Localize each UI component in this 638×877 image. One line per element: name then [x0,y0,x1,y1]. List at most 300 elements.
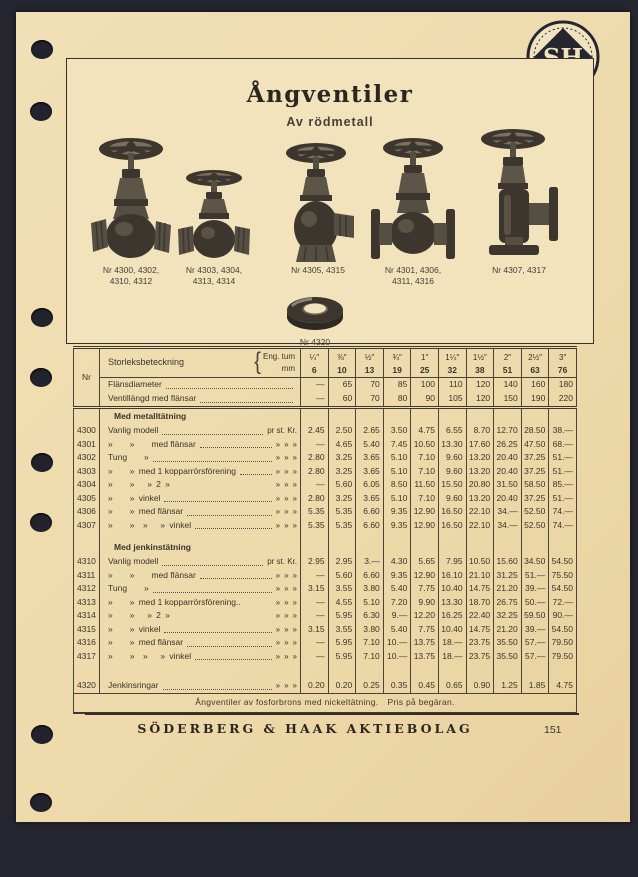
price-cell: 0.65 [438,679,466,693]
row-price-unit: » » » [275,611,297,620]
price-cell: 38.— [549,424,577,438]
row-nr: 4303 [74,465,100,479]
punch-hole [31,308,53,327]
row-desc-cell [100,679,301,693]
table-header [74,348,577,408]
table-body [74,408,577,694]
row-desc: Tung » [108,452,149,462]
row-desc-cell [100,569,301,583]
price-cell: 12.70 [494,424,522,438]
price-cell: 3.65 [356,451,384,465]
price-cell: 3.— [356,555,384,569]
price-cell: 28.50 [521,424,549,438]
price-cell: 72.— [549,596,577,610]
price-cell: 8.50 [383,478,411,492]
caption-line: Nr 4300, 4302, [102,265,160,275]
price-cell: 13.20 [466,465,494,479]
price-cell: 0.45 [411,679,439,693]
price-cell: 54.50 [549,582,577,596]
size-mm-value: 51 [502,364,513,375]
row-desc-cell [100,451,301,465]
empty-cell [521,663,549,679]
dotted-leader [153,461,272,462]
size-mm-value: 19 [392,364,402,375]
price-cell: 3.50 [383,424,411,438]
group-header: Med jenkinstätning [100,540,301,555]
price-cell: 22.40 [466,609,494,623]
punch-hole [31,40,53,59]
empty-cell [438,408,466,425]
price-cell: 3.25 [328,465,356,479]
price-cell: 51.— [549,492,577,506]
row-nr: 4312 [74,582,100,596]
size-mm-value: 38 [475,364,485,375]
dotted-leader [195,528,272,529]
price-cell: 54.50 [549,623,577,637]
price-cell: 54.50 [549,555,577,569]
size-inch-value: 2½″ [528,352,543,362]
price-cell: 20.80 [466,478,494,492]
row-desc-cell [100,505,301,519]
price-cell: 85.— [549,478,577,492]
price-cell: 57.— [521,636,549,650]
price-cell: 79.50 [549,650,577,664]
row-nr: 4304 [74,478,100,492]
dotted-leader [240,474,272,475]
row-price-unit: » » » [275,507,297,516]
price-cell: 74.— [549,505,577,519]
price-cell: 3.55 [328,582,356,596]
price-cell: 7.75 [411,623,439,637]
row-price-unit: » » » [275,584,297,593]
table-row [74,623,577,637]
size-mm-value: 13 [364,364,375,375]
price-cell: 3.65 [356,492,384,506]
group-header-nr-cell [74,540,100,555]
punch-hole [30,793,52,812]
empty-cell [301,532,329,540]
flange-diameter-label-cell [100,378,301,393]
size-designation-cell [100,348,301,378]
price-cell: 10.40 [438,582,466,596]
price-cell: — [301,478,329,492]
price-cell: 8.70 [466,424,494,438]
empty-cell [494,540,522,555]
empty-cell [494,408,522,425]
row-nr: 4314 [74,609,100,623]
size-inch-value: 1¼″ [445,352,460,362]
empty-cell [383,532,411,540]
size-mm-value: 76 [557,364,568,375]
price-cell: 0.20 [328,679,356,693]
price-cell: — [301,596,329,610]
row-desc: » » » 2 » [108,479,170,489]
punch-hole [30,368,52,387]
row-desc: Tung » [108,583,149,593]
price-cell: 3.15 [301,582,329,596]
row-desc: » » » » vinkel [108,519,192,530]
row-desc: » » » » vinkel [108,650,192,661]
empty-cell [328,540,356,555]
size-inch-value: 3″ [559,352,567,362]
price-cell: 37.25 [521,492,549,506]
price-cell: 16.25 [438,609,466,623]
row-desc: » » med 1 kopparrörsförening.. [108,596,241,607]
table-row [74,478,577,492]
empty-cell [521,540,549,555]
price-cell: 7.10 [356,636,384,650]
empty-cell [466,408,494,425]
empty-cell [521,532,549,540]
row-nr: 4305 [74,492,100,506]
empty-cell [549,408,577,425]
price-cell: 21.20 [494,623,522,637]
row-desc-cell [100,596,301,610]
table-row [74,582,577,596]
price-cell: 5.40 [383,623,411,637]
row-desc-cell [100,555,301,569]
empty-cell [411,540,439,555]
price-cell: 6.55 [438,424,466,438]
empty-cell [494,532,522,540]
empty-cell [301,663,329,679]
valve-length-label-cell [100,392,301,408]
size-col-header [328,348,356,378]
empty-cell [438,663,466,679]
size-inch-value: 1″ [421,352,429,362]
figure-caption [464,265,574,276]
price-cell: 10.50 [411,438,439,452]
empty-cell [328,663,356,679]
table-row [74,609,577,623]
price-cell: — [301,650,329,664]
price-cell: 6.30 [356,609,384,623]
caption-line: Nr 4301, 4306, [384,265,442,275]
table-row [74,636,577,650]
empty-cell [549,663,577,679]
angle-valve-flanged-illustration [475,127,563,263]
row-nr: 4316 [74,636,100,650]
row-price-unit: » » » [275,453,297,462]
figure-caption [358,265,468,286]
dotted-leader [166,388,293,389]
row-desc: » » vinkel [108,492,161,503]
row-nr: 4301 [74,438,100,452]
price-cell: 1.25 [494,679,522,693]
catalog-paper [16,12,630,822]
price-cell: 12.20 [411,609,439,623]
row-price-unit: » » » [275,651,297,661]
row-desc-cell [100,519,301,533]
row-desc: » » med flänsar [108,506,184,516]
price-cell: — [301,438,329,452]
valve-length-value: 70 [356,392,384,408]
size-inch-value: ½″ [364,352,375,362]
price-cell: 4.75 [411,424,439,438]
punch-hole [30,513,52,532]
caption-line: Nr 4307, 4317 [492,265,546,275]
caption-line: Nr 4303, 4304, [185,265,243,275]
price-cell: 5.10 [356,596,384,610]
table-row [74,650,577,664]
price-cell: 10.40 [438,623,466,637]
price-cell: 68.— [549,438,577,452]
price-cell: 6.60 [356,569,384,583]
price-cell: 34.— [494,519,522,533]
price-cell: — [301,636,329,650]
price-cell: 0.35 [383,679,411,693]
valve-length-row [74,392,577,408]
empty-cell [411,532,439,540]
caption-line: Nr 4320 [299,337,331,347]
price-cell: 9.60 [438,492,466,506]
group-header-row [74,408,577,425]
price-cell: 2.95 [301,555,329,569]
flange-diameter-value: 160 [521,378,549,393]
price-cell: 5.35 [328,505,356,519]
size-designation [100,348,300,376]
price-cell: 13.30 [438,596,466,610]
empty-cell [383,540,411,555]
page-title: Ångventiler [246,81,414,108]
price-cell: 50.— [521,596,549,610]
price-table [73,346,577,714]
price-cell: 3.65 [356,465,384,479]
price-cell: 26.75 [494,596,522,610]
row-price-unit: » » » [275,638,297,647]
nr-column-header: Nr [74,348,100,408]
row-desc-cell [100,650,301,664]
price-cell: 13.75 [411,636,439,650]
price-cell: 31.25 [494,569,522,583]
empty-cell [549,532,577,540]
price-cell: 4.55 [328,596,356,610]
price-cell: 32.25 [494,609,522,623]
empty-cell [301,408,329,425]
table-row [74,555,577,569]
price-cell: 5.95 [328,636,356,650]
flange-diameter-value: 110 [438,378,466,393]
empty-cell [383,408,411,425]
price-cell: 16.10 [438,569,466,583]
row-desc-cell [100,582,301,596]
dotted-leader [200,447,272,448]
row-desc-cell [100,492,301,506]
price-cell: 14.75 [466,582,494,596]
table-row [74,492,577,506]
table-row [74,596,577,610]
price-cell: 39.— [521,582,549,596]
price-cell: 2.95 [328,555,356,569]
size-inch-value: ⅜″ [337,352,347,362]
price-cell: 20.40 [494,465,522,479]
dotted-leader [200,578,272,579]
price-cell: 5.10 [383,492,411,506]
row-price-unit: pr st. Kr. [267,557,297,566]
row-desc-cell [100,636,301,650]
price-cell: 58.50 [521,478,549,492]
price-cell: 22.10 [466,505,494,519]
flange-diameter-value: 180 [549,378,577,393]
row-nr: 4317 [74,650,100,664]
group-header-row [74,540,577,555]
row-nr: 4302 [74,451,100,465]
price-cell: 11.50 [411,478,439,492]
row-desc-cell [100,465,301,479]
row-desc-cell [100,478,301,492]
price-cell: 16.50 [438,505,466,519]
price-cell: 2.80 [301,465,329,479]
price-cell: 9.35 [383,505,411,519]
empty-cell [438,540,466,555]
illustration-panel [66,58,594,347]
dotted-leader [187,646,272,647]
brace-glyph: { [254,348,261,376]
empty-cell [466,663,494,679]
empty-cell [383,663,411,679]
group-header: Med metalltätning [100,408,301,425]
size-col-header [549,348,577,378]
row-price-unit: » » » [275,439,297,449]
price-cell: 5.35 [301,519,329,533]
row-price-unit: » » » [275,570,297,580]
price-cell: 51.— [521,569,549,583]
price-cell: 5.65 [411,555,439,569]
dotted-leader [164,632,271,633]
price-cell: 9.90 [411,596,439,610]
mm-unit-label: mm [281,364,295,373]
row-desc: » » med flänsar [108,438,196,449]
price-cell: 5.95 [328,609,356,623]
price-cell: 7.10 [356,650,384,664]
table-row [74,679,577,693]
price-cell: 6.60 [356,519,384,533]
price-cell: 2.45 [301,424,329,438]
valve-length-value: — [301,392,329,408]
empty-cell [411,408,439,425]
price-cell: 34.— [494,505,522,519]
price-cell: 12.90 [411,505,439,519]
row-price-unit: » » » [275,466,297,476]
price-cell: 26.25 [494,438,522,452]
price-cell: 7.10 [411,451,439,465]
price-cell: 31.50 [494,478,522,492]
price-cell: 15.50 [438,478,466,492]
price-cell: 5.60 [328,478,356,492]
price-cell: 3.25 [328,451,356,465]
row-nr: 4320 [74,679,100,693]
flange-diameter-label: Flänsdiameter [108,379,162,390]
flange-diameter-value: 70 [356,378,384,393]
flange-diameter-row [74,378,577,393]
dotted-leader [162,434,263,435]
row-desc: Vanlig modell [108,556,159,566]
price-cell: 37.25 [521,465,549,479]
dotted-leader [200,402,293,403]
group-gap-row [74,532,577,540]
row-price-unit: » » » [275,597,297,607]
price-cell: 37.25 [521,451,549,465]
page-number: 151 [544,724,562,736]
table-row [74,424,577,438]
price-cell: 5.95 [328,650,356,664]
price-cell: 12.90 [411,569,439,583]
price-cell: 18.— [438,636,466,650]
angle-valve-threaded-illustration [282,139,356,265]
row-desc: » » med flänsar [108,637,184,647]
price-cell: 6.05 [356,478,384,492]
price-cell: 4.75 [549,679,577,693]
row-nr: 4307 [74,519,100,533]
inch-unit-label: Eng. tum [262,352,295,361]
price-cell: 23.75 [466,636,494,650]
price-cell: 10.— [383,650,411,664]
price-cell: 35.50 [494,650,522,664]
price-cell: — [301,569,329,583]
row-nr: 4306 [74,505,100,519]
caption-line: 4310, 4312 [109,275,153,286]
price-cell: 57.— [521,650,549,664]
price-cell: 74.— [549,519,577,533]
caption-line: Nr 4305, 4315 [291,265,345,275]
price-cell: 7.75 [411,582,439,596]
price-cell: 3.25 [328,492,356,506]
empty-cell [549,540,577,555]
row-desc: Vanlig modell [108,425,159,435]
size-col-header [438,348,466,378]
price-cell: 17.60 [466,438,494,452]
group-gap-row [74,663,577,679]
row-nr: 4313 [74,596,100,610]
flange-diameter-value: 85 [383,378,411,393]
price-cell: 2.80 [301,451,329,465]
caption-line: 4311, 4316 [392,275,434,286]
caption-line: 4313, 4314 [192,275,236,286]
price-cell: 9.35 [383,569,411,583]
price-cell: 5.10 [383,451,411,465]
punch-hole [30,102,52,121]
price-cell: 5.60 [328,569,356,583]
table-row [74,465,577,479]
price-cell: 4.65 [328,438,356,452]
price-cell: 52.50 [521,505,549,519]
price-cell: 51.— [549,465,577,479]
flange-diameter-value: 120 [466,378,494,393]
footnote-row [74,693,577,713]
price-cell: 0.90 [466,679,494,693]
price-cell: 13.75 [411,650,439,664]
empty-cell [466,532,494,540]
size-col-header [411,348,439,378]
price-cell: 15.60 [494,555,522,569]
row-desc: » » vinkel [108,623,161,634]
empty-cell [466,540,494,555]
valve-length-value: 90 [411,392,439,408]
row-desc: Jenkinsringar [108,680,159,690]
valve-length-value: 120 [466,392,494,408]
empty-cell [356,663,384,679]
page-subtitle: Av rödmetall [286,115,374,129]
price-cell: 2.50 [328,424,356,438]
price-cell: 18.70 [466,596,494,610]
valve-length-value: 150 [494,392,522,408]
size-inch-value: ¼″ [309,352,320,362]
price-cell: 2.80 [301,492,329,506]
row-desc-cell [100,623,301,637]
empty-cell [521,408,549,425]
figure-caption [159,265,269,286]
row-desc: » » med flänsar [108,569,196,580]
